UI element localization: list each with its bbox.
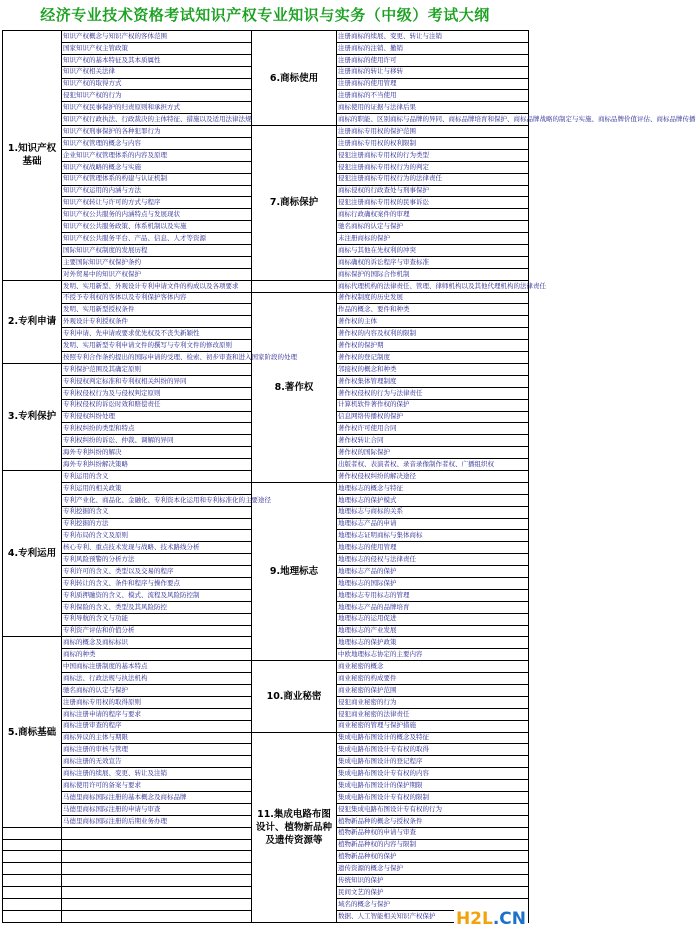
outline-row — [3, 292, 529, 304]
outline-item: 商标注册申请的程序与要求 — [62, 708, 252, 720]
outline-item: 侵犯注册商标专用权的民事诉讼 — [337, 197, 529, 209]
section-heading: 8.著作权 — [252, 292, 337, 482]
outline-item: 地理标志产品的保护 — [337, 566, 529, 578]
outline-item: 专利权纠纷的诉讼、仲裁、调解的异同 — [62, 435, 252, 447]
outline-row — [3, 31, 529, 43]
outline-item: 地理标志的使用管理 — [337, 542, 529, 554]
outline-item: 地理标志的产业发展 — [337, 625, 529, 637]
empty-cell — [62, 863, 252, 875]
outline-item: 驰名商标的认定与保护 — [337, 221, 529, 233]
outline-item: 专利侵权判定标准和专利权相关纠纷的异同 — [62, 375, 252, 387]
outline-item: 著作权的主体 — [337, 316, 529, 328]
outline-item: 信息网络传播权的保护 — [337, 411, 529, 423]
outline-item: 专利侵权纠纷处理 — [62, 411, 252, 423]
empty-cell — [62, 887, 252, 899]
outline-item: 侵犯注册商标专用权行为的法律责任 — [337, 173, 529, 185]
outline-item: 植物新品种的概念与授权条件 — [337, 815, 529, 827]
outline-item: 对外贸易中的知识产权保护 — [62, 268, 252, 280]
section-heading — [252, 280, 337, 292]
outline-item: 注册商标的转让与移转 — [337, 66, 529, 78]
outline-item: 集成电路布图设计专有权的取得 — [337, 744, 529, 756]
outline-item: 著作权的保护期 — [337, 340, 529, 352]
outline-item: 植物新品种权的保护 — [337, 851, 529, 863]
outline-item: 核心专利、重点技术发现与战略、技术路线分析 — [62, 542, 252, 554]
outline-item: 专利权侵权行为及与侵权判定原则 — [62, 387, 252, 399]
outline-item: 专利运用的相关政策 — [62, 482, 252, 494]
outline-item: 知识产权相关法律 — [62, 66, 252, 78]
outline-item: 专利导航的含义与功能 — [62, 613, 252, 625]
outline-item: 注册商标的不当使用 — [337, 90, 529, 102]
outline-item: 主要国际知识产权保护条约 — [62, 256, 252, 268]
empty-cell — [3, 910, 62, 922]
empty-cell — [62, 899, 252, 911]
outline-item: 数据、人工智能相关知识产权保护 — [337, 910, 529, 922]
outline-item: 侵犯知识产权的行为 — [62, 90, 252, 102]
empty-cell — [3, 851, 62, 863]
outline-item: 著作权侵权纠纷的解决途径 — [337, 470, 529, 482]
outline-item: 知识产权公共服务平台、产品、信息、人才等资源 — [62, 233, 252, 245]
outline-item: 发明、实用新型专利申请文件的撰写与专利文件的修改原则 — [62, 340, 252, 352]
outline-item: 民间文艺的保护 — [337, 887, 529, 899]
outline-item: 知识产权管理体系的构建与认证机制 — [62, 173, 252, 185]
outline-item: 知识产权公共服务政策、体系机制以及实施 — [62, 221, 252, 233]
outline-item: 专利风险预警的分析方法 — [62, 554, 252, 566]
outline-item: 知识产权转让与许可的方式与程序 — [62, 197, 252, 209]
outline-item: 集成电路布图设计的概念及特征 — [337, 732, 529, 744]
outline-item: 著作权集体管理制度 — [337, 375, 529, 387]
outline-item: 地理标志产品的品牌培育 — [337, 601, 529, 613]
outline-item: 专利质押融资的含义、模式、流程及风险防控制 — [62, 589, 252, 601]
outline-item: 马德里商标国际注册的申请与审查 — [62, 803, 252, 815]
outline-item: 地理标志证明商标与集体商标 — [337, 530, 529, 542]
outline-row — [3, 732, 529, 744]
outline-item: 未注册商标的保护 — [337, 233, 529, 245]
outline-item: 商标确权的诉讼程序与审查标准 — [337, 256, 529, 268]
outline-item: 集成电路布图设计专有权的内容 — [337, 768, 529, 780]
outline-item: 地理标志的保护政策 — [337, 637, 529, 649]
outline-item: 商标的种类 — [62, 649, 252, 661]
outline-item: 注册商标的使用许可 — [337, 54, 529, 66]
outline-item: 专利资产评估和价值分析 — [62, 625, 252, 637]
outline-item: 商标与其他在先权利的冲突 — [337, 245, 529, 257]
outline-item: 商标注册的无效宣告 — [62, 756, 252, 768]
outline-row — [3, 126, 529, 138]
outline-item: 商标使用许可的备案与要求 — [62, 780, 252, 792]
empty-cell — [62, 839, 252, 851]
outline-item: 注册商标专用权的取得原则 — [62, 696, 252, 708]
outline-item: 专利布局的含义及原则 — [62, 530, 252, 542]
outline-item: 专利转让的含义、条件和程序与操作要点 — [62, 577, 252, 589]
outline-item: 知识产权的取得方式 — [62, 78, 252, 90]
section-heading: 1.知识产权基础 — [3, 31, 62, 281]
outline-item: 马德里商标国际注册的基本概念及商标品牌 — [62, 792, 252, 804]
outline-item: 著作权的登记制度 — [337, 352, 529, 364]
watermark-logo: H2L.CN — [455, 909, 526, 929]
outline-item: 地理标志产品的申请 — [337, 518, 529, 530]
outline-item: 海外专利纠纷解决策略 — [62, 459, 252, 471]
outline-item: 专利许可的含义、类型以及交易的程序 — [62, 566, 252, 578]
outline-item: 马德里商标国际注册的后期业务办理 — [62, 815, 252, 827]
outline-table — [2, 30, 696, 923]
outline-item: 传统知识的保护 — [337, 875, 529, 887]
outline-item: 专利权侵权的诉讼时效和赔偿责任 — [62, 399, 252, 411]
outline-item: 著作权的内容及权利的限制 — [337, 328, 529, 340]
outline-item: 海外专利纠纷的解决 — [62, 447, 252, 459]
outline-item: 地理标志的保护模式 — [337, 494, 529, 506]
empty-cell — [62, 851, 252, 863]
outline-item: 外观设计专利授权条件 — [62, 316, 252, 328]
outline-item: 商标使用的证据与法律后果 — [337, 102, 529, 114]
outline-item: 专利挖掘的方法 — [62, 518, 252, 530]
outline-item: 著作权转让合同 — [337, 435, 529, 447]
outline-item: 专利运用的含义 — [62, 470, 252, 482]
outline-item: 国家知识产权主管政策 — [62, 42, 252, 54]
outline-item: 中欧地理标志协定的主要内容 — [337, 649, 529, 661]
outline-item: 地理标志的概念与特征 — [337, 482, 529, 494]
empty-cell — [62, 910, 252, 922]
outline-row — [3, 661, 529, 673]
outline-item: 地理标志的运用促进 — [337, 613, 529, 625]
empty-cell — [3, 839, 62, 851]
section-heading: 4.专利运用 — [3, 470, 62, 636]
outline-item: 知识产权战略的概念与实施 — [62, 161, 252, 173]
outline-item: 侵犯商业秘密的法律责任 — [337, 708, 529, 720]
section-heading: 11.集成电路布图设计、植物新品种及遗传资源等 — [252, 732, 337, 922]
outline-item: 企业知识产权管理体系的内容及原理 — [62, 149, 252, 161]
empty-cell — [62, 875, 252, 887]
outline-item: 专利挖掘的含义 — [62, 506, 252, 518]
outline-item: 商标代理机构的法律责任、管理、律师机构以及其他代理机构的法律责任 — [337, 280, 529, 292]
page-title: 经济专业技术资格考试知识产权专业知识与实务（中级）考试大纲 — [40, 6, 490, 24]
outline-item: 邻接权的概念和种类 — [337, 363, 529, 375]
outline-item: 植物新品种权的内容与限制 — [337, 839, 529, 851]
outline-item: 地理标志的侵权与法律责任 — [337, 554, 529, 566]
outline-item: 专利申请、先申请或要求优先权及不丧失新颖性 — [62, 328, 252, 340]
outline-item: 侵犯注册商标专用权的行为类型 — [337, 149, 529, 161]
outline-item: 商标行政确权案件的审理 — [337, 209, 529, 221]
outline-item: 注册商标的续展、变更、转让与注销 — [337, 31, 529, 43]
section-heading: 2.专利申请 — [3, 280, 62, 363]
outline-item: 商标法、行政法规与执法机构 — [62, 673, 252, 685]
section-heading: 7.商标保护 — [252, 126, 337, 281]
empty-cell — [3, 899, 62, 911]
section-heading: 3.专利保护 — [3, 363, 62, 470]
outline-item: 注册商标的注销、撤销 — [337, 42, 529, 54]
outline-item: 知识产权公共服务的内涵特点与发展现状 — [62, 209, 252, 221]
outline-item: 侵犯注册商标专用权行为的判定 — [337, 161, 529, 173]
outline-item: 知识产权民事保护的归责原则和承担方式 — [62, 102, 252, 114]
outline-item: 著作权许可使用合同 — [337, 423, 529, 435]
section-heading: 5.商标基础 — [3, 637, 62, 827]
outline-item: 遗传资源的概念与保护 — [337, 863, 529, 875]
empty-cell — [3, 827, 62, 839]
outline-item: 商标注册审查的程序 — [62, 720, 252, 732]
outline-item: 不授予专利权的客体以及专利保护客体内容 — [62, 292, 252, 304]
outline-item: 专利权纠纷的类型和特点 — [62, 423, 252, 435]
empty-cell — [3, 863, 62, 875]
outline-item: 注册商标专用权的权利限制 — [337, 138, 529, 150]
outline-item: 商标注册的审核与管理 — [62, 744, 252, 756]
section-heading: 10.商业秘密 — [252, 661, 337, 732]
outline-item: 知识产权概念与知识产权的客体范围 — [62, 31, 252, 43]
outline-item: 按照专利合作条约提出的国际申请的受理、检索、初步审查和进入国家阶段的处理 — [62, 352, 252, 364]
outline-item: 专利产业化、商品化、金融化、专利资本化运用和专利标准化的主要途径 — [62, 494, 252, 506]
section-heading: 6.商标使用 — [252, 31, 337, 126]
outline-item: 商标保护的国际合作机制 — [337, 268, 529, 280]
outline-item: 地理标志专用标志的管理 — [337, 589, 529, 601]
outline-item: 知识产权运用的内涵与方法 — [62, 185, 252, 197]
outline-item: 集成电路布图设计专有权的限制 — [337, 792, 529, 804]
outline-item: 商业秘密的保护范围 — [337, 684, 529, 696]
outline-item: 商标注册的续展、变更、转让及注销 — [62, 768, 252, 780]
empty-cell — [62, 827, 252, 839]
outline-item: 驰名商标的认定与保护 — [62, 684, 252, 696]
outline-item: 知识产权刑事保护的各种犯罪行为 — [62, 126, 252, 138]
outline-item: 注册商标的使用管理 — [337, 78, 529, 90]
outline-item: 商业秘密的概念 — [337, 661, 529, 673]
outline-item: 国际知识产权制度的发展历程 — [62, 245, 252, 257]
outline-item: 地理标志的国际保护 — [337, 577, 529, 589]
outline-item: 域名的概念与保护 — [337, 899, 529, 911]
outline-item: 商业秘密的管理与保护措施 — [337, 720, 529, 732]
outline-item: 专利保护范围及其确定原则 — [62, 363, 252, 375]
outline-item: 知识产权行政执法、行政裁决的主体特征、措施以及适用法律法规 — [62, 114, 252, 126]
outline-item: 注册商标专用权的保护范围 — [337, 126, 529, 138]
outline-item: 著作权侵权的行为与法律责任 — [337, 387, 529, 399]
empty-cell — [3, 887, 62, 899]
outline-item: 商标异议的主体与期限 — [62, 732, 252, 744]
outline-item: 中国商标注册制度的基本特点 — [62, 661, 252, 673]
outline-item: 计算机软件著作权的保护 — [337, 399, 529, 411]
outline-item: 侵犯集成电路布图设计专有权的行为 — [337, 803, 529, 815]
outline-item: 出版者权、表演者权、录音录像制作者权、广播组织权 — [337, 459, 529, 471]
outline-row — [3, 482, 529, 494]
outline-item: 集成电路布图设计的登记程序 — [337, 756, 529, 768]
outline-item: 著作权制度的历史发展 — [337, 292, 529, 304]
section-heading: 9.地理标志 — [252, 482, 337, 660]
outline-item: 知识产权的基本特征及其本质属性 — [62, 54, 252, 66]
outline-item: 专利保险的含义、类型及其风险防控 — [62, 601, 252, 613]
outline-item: 商标侵权的行政查处与刑事保护 — [337, 185, 529, 197]
outline-item: 地理标志与商标的关系 — [337, 506, 529, 518]
outline-item: 著作权的国际保护 — [337, 447, 529, 459]
outline-item: 商业秘密的构成要件 — [337, 673, 529, 685]
outline-item: 商标的概念及商标标识 — [62, 637, 252, 649]
outline-row — [3, 280, 529, 292]
outline-item: 植物新品种权的申请与审查 — [337, 827, 529, 839]
outline-item: 发明、实用新型、外观设计专利申请文件的构成以及各项要求 — [62, 280, 252, 292]
empty-cell — [3, 875, 62, 887]
outline-item: 集成电路布图设计的保护期限 — [337, 780, 529, 792]
outline-item: 发明、实用新型授权条件 — [62, 304, 252, 316]
outline-item: 侵犯商业秘密的行为 — [337, 696, 529, 708]
outline-item: 知识产权管理的概念与内容 — [62, 138, 252, 150]
outline-item: 商标的职能、区别商标与品牌的异同、商标品牌培育和保护、商标品牌战略的制定与实施、商标品牌价值评估、商标品牌传播 — [337, 114, 529, 126]
outline-item: 作品的概念、要件和种类 — [337, 304, 529, 316]
